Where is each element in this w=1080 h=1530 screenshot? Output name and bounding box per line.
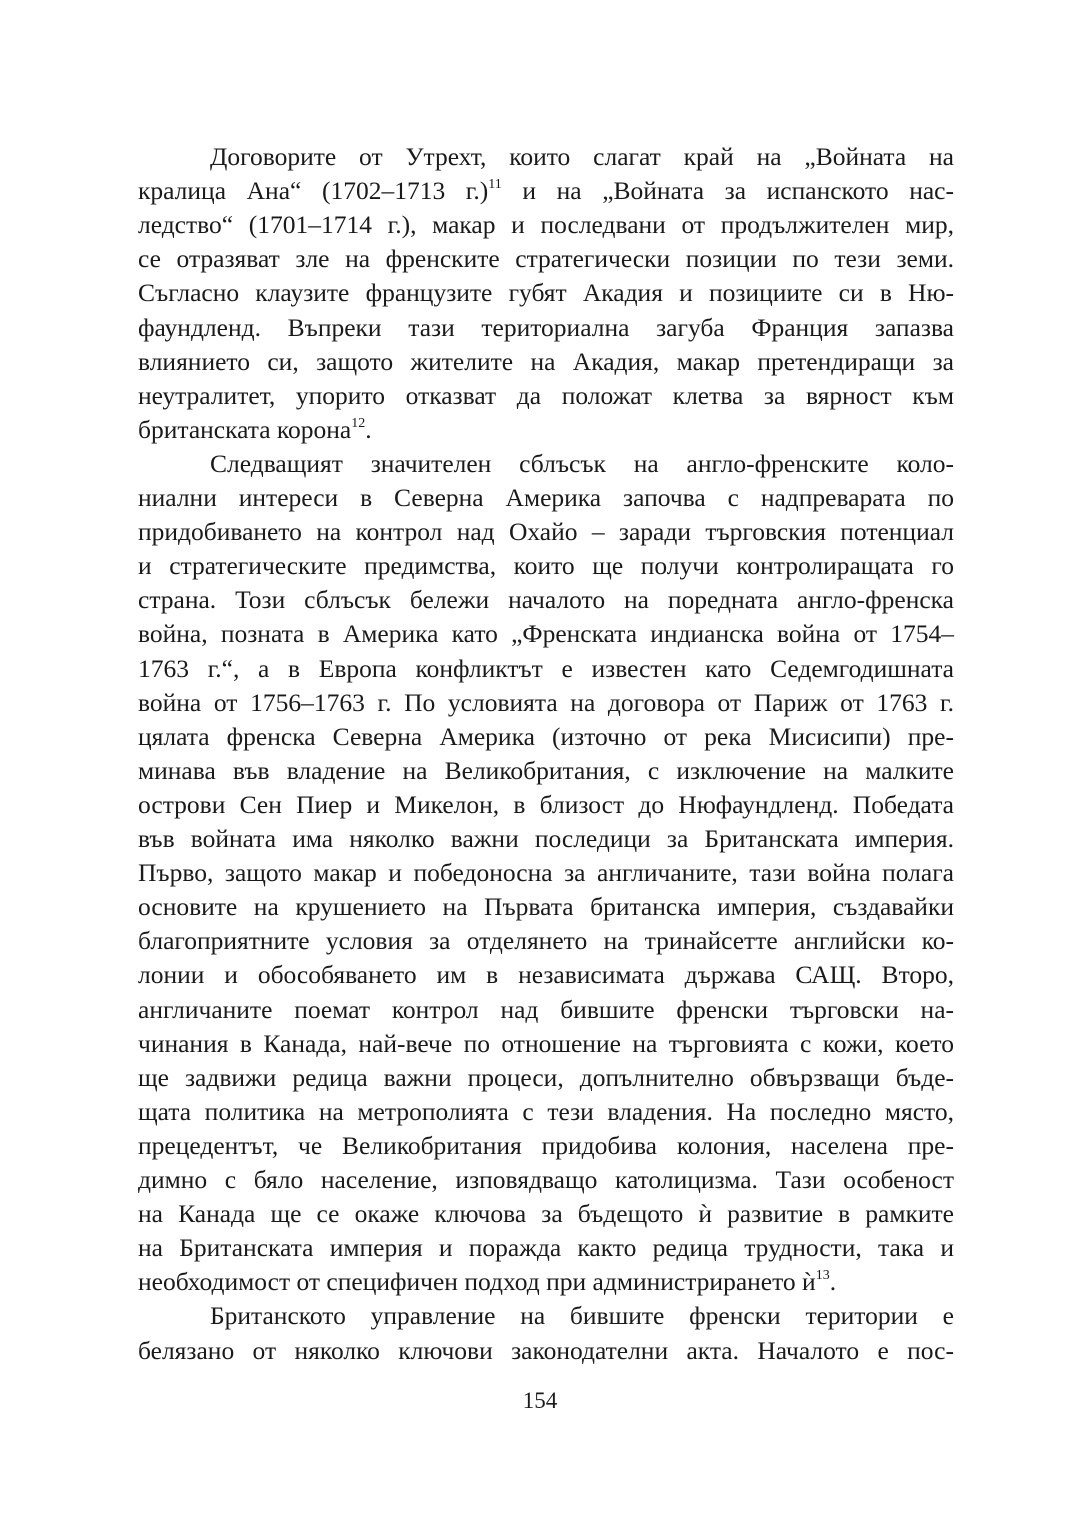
text-line: [138, 1061, 954, 1095]
text-line: [138, 276, 954, 310]
text-line: [138, 856, 954, 890]
text-line: [138, 652, 954, 686]
text-segment: Съгласно клаузите французите губят Акадия и позициите си в Ню-: [138, 278, 954, 307]
text-segment: война, позната в Америка като „Френската индианска война от 1754–: [138, 619, 954, 648]
text-line: [210, 447, 954, 481]
text-segment: кралица Ана“ (1702–1713 г.): [138, 176, 489, 205]
text-segment: ледство“ (1701–1714 г.), макар и последвани от продължителен мир,: [138, 210, 954, 239]
text-segment: щата политика на метрополията с тези владения. На последно място,: [138, 1097, 954, 1126]
text-line: [138, 549, 954, 583]
text-segment: фаундленд. Въпреки тази териториална загуба Франция запазва: [138, 313, 954, 342]
text-line: [138, 1334, 954, 1368]
text-line: [138, 242, 954, 276]
text-segment: и стратегическите предимства, които ще получи контролиращата го: [138, 551, 954, 580]
text-line: [138, 720, 954, 754]
text-line: [138, 583, 954, 617]
text-line: [138, 1231, 954, 1265]
footnote-marker: 12: [351, 415, 366, 431]
footnote-marker: 13: [815, 1267, 830, 1283]
text-line: [210, 140, 954, 174]
text-segment: англичаните поемат контрол над бившите френски търговски на-: [138, 995, 954, 1024]
text-line: [138, 617, 954, 651]
text-segment: цялата френска Северна Америка (източно от река Мисисипи) пре-: [138, 722, 954, 751]
text-line: [210, 1299, 954, 1333]
text-segment: прецедентът, че Великобритания придобива колония, населена пре-: [138, 1131, 954, 1160]
text-segment: война от 1756–1763 г. По условията на договора от Париж от 1763 г.: [138, 688, 954, 717]
text-segment: придобиването на контрол над Охайо – заради търговския потенциал: [138, 517, 954, 546]
text-line: [138, 890, 954, 924]
text-segment: във войната има няколко важни последици за Британската империя.: [138, 824, 954, 853]
text-segment: димно с бяло население, изповядващо католицизма. Тази особеност: [138, 1165, 954, 1194]
text-segment: Британското управление на бившите френски територии е: [210, 1301, 954, 1330]
text-segment: благоприятните условия за отделянето на тринайсетте английски ко-: [138, 926, 954, 955]
text-segment: на Британската империя и поражда както редица трудности, така и: [138, 1233, 954, 1262]
text-line: [138, 1129, 954, 1163]
text-segment: Договорите от Утрехт, които слагат край на „Войната на: [210, 142, 954, 171]
text-segment: влиянието си, защото жителите на Акадия, макар претендиращи за: [138, 347, 954, 376]
text-segment: се отразяват зле на френските стратегически позиции по тези земи.: [138, 244, 954, 273]
text-segment: основите на крушението на Първата британска империя, създавайки: [138, 892, 954, 921]
text-segment: и на „Войната за испанското нас-: [501, 176, 954, 205]
text-segment: необходимост от специфичен подход при администрирането ѝ: [138, 1267, 816, 1296]
text-segment: .: [829, 1267, 837, 1296]
text-line: [138, 686, 954, 720]
text-line: [138, 958, 954, 992]
text-segment: чинания в Канада, най-вече по отношение на търговията с кожи, което: [138, 1029, 954, 1058]
text-segment: Първо, защото макар и победоносна за англичаните, тази война полага: [138, 858, 954, 887]
text-segment: ниални интереси в Северна Америка започва с надпреварата по: [138, 483, 954, 512]
text-line: [138, 822, 954, 856]
text-line: [138, 174, 954, 208]
text-segment: страна. Този сблъсък бележи началото на поредната англо-френска: [138, 585, 954, 614]
text-segment: 1763 г.“, а в Европа конфликтът е известен като Седемгодишната: [138, 654, 954, 683]
text-line: [138, 345, 954, 379]
text-segment: острови Сен Пиер и Микелон, в близост до Нюфаундленд. Победата: [138, 790, 954, 819]
text-line: [138, 311, 954, 345]
text-line: [138, 1163, 954, 1197]
text-line: [138, 208, 954, 242]
text-line: [138, 993, 954, 1027]
text-line: [138, 515, 954, 549]
text-line: [138, 1027, 954, 1061]
text-segment: лонии и обособяването им в независимата държава САЩ. Второ,: [138, 960, 954, 989]
text-segment: британската корона: [138, 415, 352, 444]
text-line: [138, 481, 954, 515]
text-line: [138, 924, 954, 958]
text-segment: Следващият значителен сблъсък на англо-френските коло-: [210, 449, 954, 478]
text-line: [138, 788, 954, 822]
text-segment: ще задвижи редица важни процеси, допълнително обвързващи бъде-: [138, 1063, 954, 1092]
text-segment: минава във владение на Великобритания, с изключение на малките: [138, 756, 954, 785]
text-line: [138, 1197, 954, 1231]
text-segment: .: [365, 415, 372, 444]
text-line: [138, 379, 954, 413]
text-line: [138, 1095, 954, 1129]
text-segment: на Канада ще се окаже ключова за бъдещото ѝ развитие в рамките: [138, 1199, 954, 1228]
text-segment: белязано от няколко ключови законодателни акта. Началото е пос-: [138, 1336, 954, 1365]
text-line: [138, 754, 954, 788]
footnote-marker: 11: [488, 176, 502, 192]
text-line: [138, 1265, 954, 1299]
page-number: 154: [522, 1388, 558, 1413]
text-line: [138, 413, 954, 447]
text-segment: неутралитет, упорито отказват да положат клетва за вярност към: [138, 381, 954, 410]
